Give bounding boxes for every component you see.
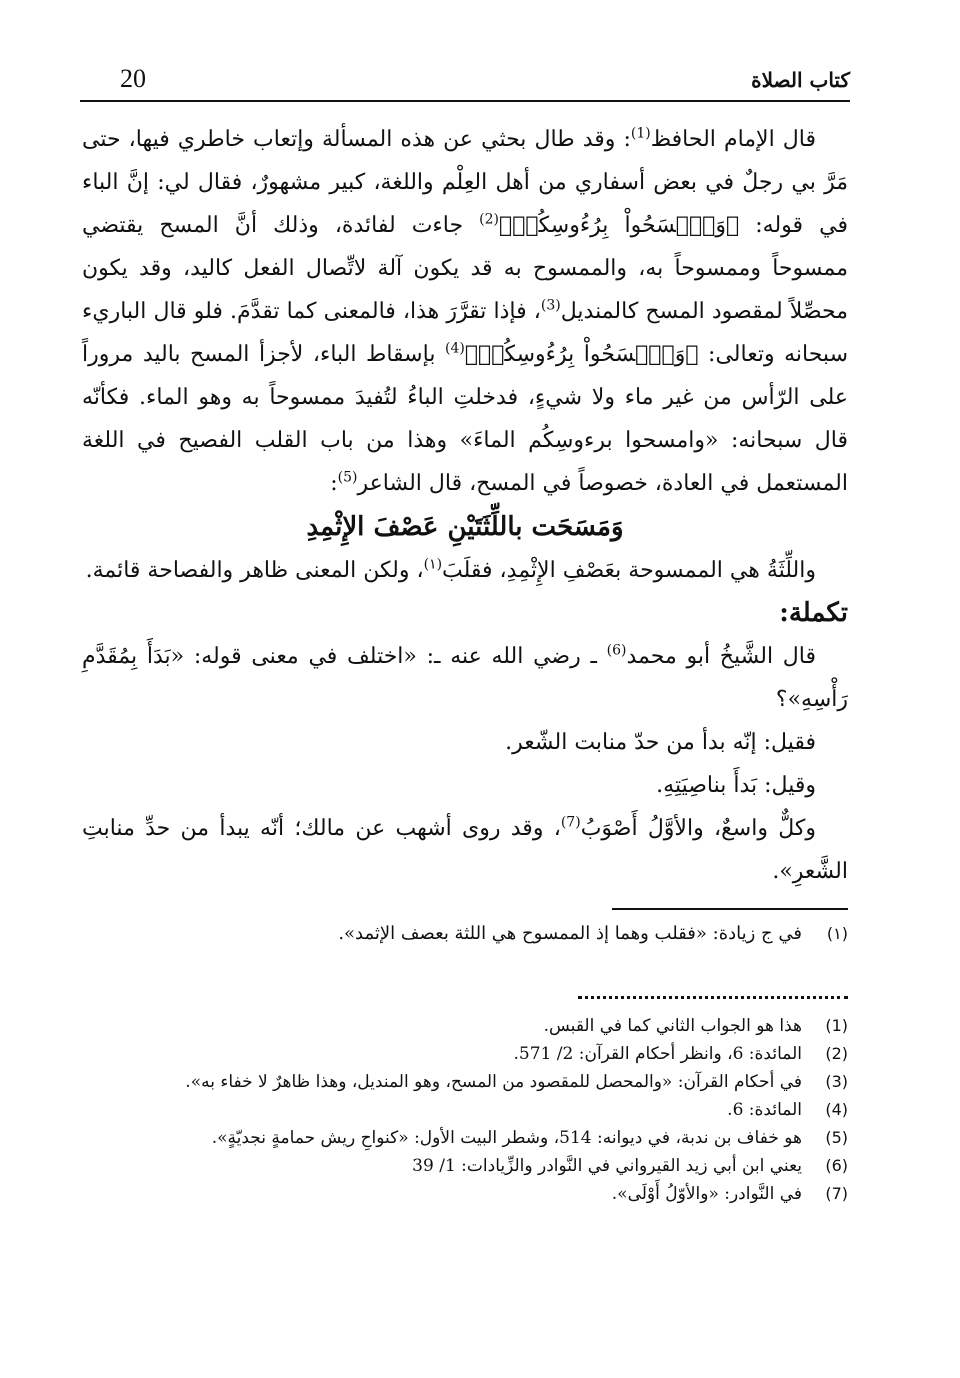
footnote-number: (١)	[826, 924, 848, 943]
footnote-number: (6)	[825, 1156, 848, 1175]
running-title: كتاب الصلاة	[751, 68, 850, 92]
page-number: 20	[120, 64, 146, 93]
text-segment: ، فإذا تقرَّرَ هذا، فالمعنى كما تقدَّمَ. فلو قال الباريء سبحانه وتعالى: ﴿وَٱمۡسَحُواْ بِرُءُوسِكُمۡ﴾	[82, 299, 848, 367]
footnotes-editor	[82, 1012, 848, 1208]
footnote-ref: (١)	[423, 556, 443, 573]
footnote-text: في النَّوادر: «والأوّلُ أَوْلَى».	[611, 1184, 802, 1204]
paragraph-2	[82, 549, 848, 592]
footnote	[82, 1012, 848, 1040]
paragraph-4: فقيل: إنّه بدأ من حدّ منابت الشّعر.	[505, 730, 816, 755]
footnote	[82, 1040, 848, 1068]
footnote-dotted-separator	[578, 996, 848, 999]
paragraph-1	[82, 118, 848, 505]
text-segment: وكلٌّ واسعٌ، والأوَّلُ أَصْوَبُ	[580, 816, 816, 841]
text-segment: قال الإمام الحافظ	[650, 127, 816, 152]
footnote-ref: (2)	[479, 211, 499, 228]
footnote-number: (1)	[825, 1016, 848, 1035]
footnote-ref: (4)	[444, 340, 465, 357]
footnote-number: (5)	[825, 1128, 848, 1147]
footnote-ref: (7)	[560, 814, 581, 831]
footnote-text: المائدة: 6.	[727, 1100, 802, 1120]
footnote-number: (7)	[825, 1184, 848, 1203]
footnote-number: (3)	[825, 1072, 848, 1091]
footnote-text: هو خفاف بن ندبة، في ديوانه: 514، وشطر البيت الأول: «كنواحِ ريش حمامةٍ نجديّةٍ».	[211, 1128, 802, 1148]
footnote-number: (4)	[825, 1100, 848, 1119]
footnote	[82, 1068, 848, 1096]
footnote-text: يعني ابن أبي زيد القيرواني في النَّوادر والزِّيادات: 1/ 39	[412, 1156, 802, 1176]
footnote	[82, 918, 848, 950]
paragraph-3	[82, 635, 848, 721]
poetry-verse: وَمَسَحَت باللِّثَتَيْنِ عَصْفَ الإِثْمِدِ	[306, 512, 624, 542]
paragraph-5: وقيل: بَدأَ بناصِيَتِهِ.	[656, 773, 816, 798]
footnote-number: (2)	[825, 1044, 848, 1063]
footnote-text: في أحكام القرآن: «والمحصل للمقصود من المسح، وهو المنديل، وهذا ظاهرٌ لا خفاء به».	[185, 1072, 802, 1092]
section-heading: تكملة:	[779, 598, 848, 628]
footnote	[82, 1096, 848, 1124]
text-segment: واللِّثَةُ هي الممسوحة بعَصْفِ الإِثْمِدِ، فقلَبَ	[442, 558, 816, 583]
footnote	[82, 1152, 848, 1180]
text-segment: ، وقد روى أشهب عن مالك؛ أنّه يبدأ من حدِّ منابتِ الشَّعرِ».	[82, 816, 848, 884]
footnote-separator	[612, 908, 848, 910]
text-segment: : وقد طال بحثي عن هذه المسألة وإتعاب خاطري فيها، حتى مَرَّ بي رجلٌ في بعض أسفاري من أهل العِلْم واللغة، كبير مشهورٌ، فقال لي: إنَّ الباء في قوله: ﴿وَٱمۡسَحُواْ بِرُءُوسِكُمۡ﴾	[82, 127, 848, 238]
footnotes-variant	[82, 918, 848, 950]
footnote-text: هذا هو الجواب الثاني كما في القبس.	[543, 1016, 802, 1036]
text-segment: ـ رضي الله عنه ـ: «اختلف في معنى قوله: «بَدَأَ بِمُقَدَّمِ رَأْسِهِ»؟	[82, 644, 848, 712]
text-segment: بإسقاط الباء، لأجزأ المسح باليد مروراً على الرّأس من غير ماء ولا شيءٍ، فدخلتِ الباءُ لتُفيدَ ممسوحاً به وهو الماء. فكأنّه قال سبحانه: «وامسحوا برءوسِكُم الماءَ» وهذا من باب القلب الفصيح في اللغة المستعمل في العادة، خصوصاً في المسح، قال الشاعر	[82, 342, 848, 496]
footnote-ref: (6)	[606, 642, 627, 659]
text-segment: ، ولكن المعنى ظاهر والفصاحة قائمة.	[85, 558, 424, 583]
footnote-ref: (3)	[540, 297, 561, 314]
text-segment: قال الشَّيخُ أبو محمد	[626, 644, 816, 669]
footnote-text: المائدة: 6، وانظر أحكام القرآن: 2/ 571.	[513, 1044, 802, 1064]
footnote-ref: (1)	[630, 125, 651, 142]
page-header	[80, 60, 850, 102]
text-segment: جاءت لفائدة، وذلك أنَّ المسح يقتضي ممسوحاً وممسوحاً به، والممسوح به قد يكون آلة لاتِّصال الفعل كاليد، وقد يكون محصِّلاً لمقصود المسح كالمنديل	[82, 213, 848, 324]
footnote-text: في ج زيادة: «فقلب وهما إذ الممسوح هي اللثة بعصف الإثمد».	[338, 923, 802, 944]
main-text	[82, 118, 848, 893]
text-segment: :	[330, 471, 338, 496]
footnote	[82, 1180, 848, 1208]
footnote-ref: (5)	[337, 469, 358, 486]
paragraph-6	[82, 807, 848, 893]
footnote	[82, 1124, 848, 1152]
